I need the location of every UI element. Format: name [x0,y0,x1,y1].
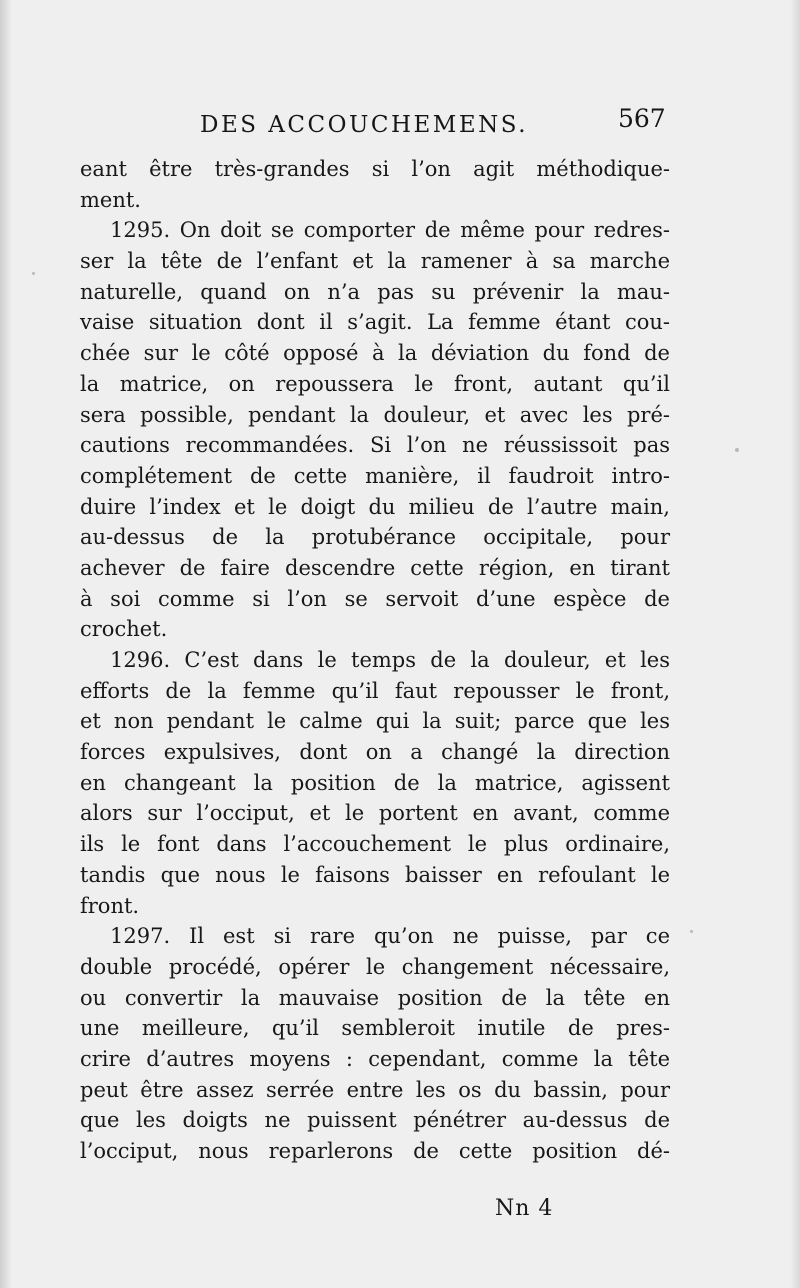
text-line: que les doigts ne puissent pénétrer au-dessus de [80,1108,670,1133]
text-line: naturelle, quand on n’a pas su prévenir la mau- [80,279,670,304]
text-line: efforts de la femme qu’il faut repousser le front, [80,678,670,703]
text-line: vaise situation dont il s’agit. La femme étant cou- [80,310,670,335]
page-number: 567 [618,104,666,133]
text-line: achever de faire descendre cette région, en tirant [80,555,670,580]
text-line: en changeant la position de la matrice, agissent [80,770,670,795]
text-line: l’occiput, nous reparlerons de cette position dé- [80,1139,670,1163]
paper-speck [690,930,693,933]
paper-speck [32,272,35,275]
text-line: au-dessus de la protubérance occipitale, pour [80,525,670,550]
paragraph [80,154,670,215]
text-line: cautions recommandées. Si l’on ne réussissoit pas [80,433,670,458]
text-line: double procédé, opérer le changement nécessaire, [80,954,670,979]
signature-mark: Nn 4 [495,1196,554,1221]
paragraph [80,921,670,1167]
paper-speck [735,448,739,452]
text-line: alors sur l’occiput, et le portent en avant, comme [80,801,670,826]
running-head [78,100,678,150]
page-edge-shadow-right [790,0,800,1288]
running-head-title: DES ACCOUCHEMENS. [200,112,529,138]
text-line: à soi comme si l’on se servoit d’une espèce de [80,586,670,611]
text-line: et non pendant le calme qui la suit; parce que les [80,709,670,734]
text-line: crochet. [80,617,168,642]
text-line: tandis que nous le faisons baisser en refoulant le [80,862,670,887]
text-line: duire l’index et le doigt du milieu de l’autre main, [80,494,670,519]
text-line: 1296. C’est dans le temps de la douleur, et les [110,648,670,672]
text-line: une meilleure, qu’il sembleroit inutile de pres- [80,1016,670,1041]
text-line: complétement de cette manière, il faudroit intro- [80,463,670,488]
text-line: 1295. On doit se comporter de même pour redres- [110,218,670,243]
text-line: ils le font dans l’accouchement le plus ordinaire, [80,832,670,857]
text-line: la matrice, on repoussera le front, autant qu’il [80,371,670,396]
text-line: chée sur le côté opposé à la déviation du fond de [80,341,670,366]
text-line: eant être très-grandes si l’on agit méthodique- [80,157,670,181]
paragraph [80,645,670,921]
text-line: front. [80,893,140,918]
text-line: crire d’autres moyens : cependant, comme la tête [80,1046,670,1071]
text-line: sera possible, pendant la douleur, et avec les pré- [80,402,670,427]
text-line: ment. [80,187,141,212]
paragraph [80,215,670,645]
text-line: ser la tête de l’enfant et la ramener à sa marche [80,249,670,274]
body-text [80,154,670,1167]
text-line: ou convertir la mauvaise position de la tête en [80,985,670,1010]
text-line: peut être assez serrée entre les os du bassin, pour [80,1077,670,1102]
text-line: 1297. Il est si rare qu’on ne puisse, par ce [110,924,670,949]
text-line: forces expulsives, dont on a changé la direction [80,740,670,765]
page-edge-shadow-left [0,0,12,1288]
